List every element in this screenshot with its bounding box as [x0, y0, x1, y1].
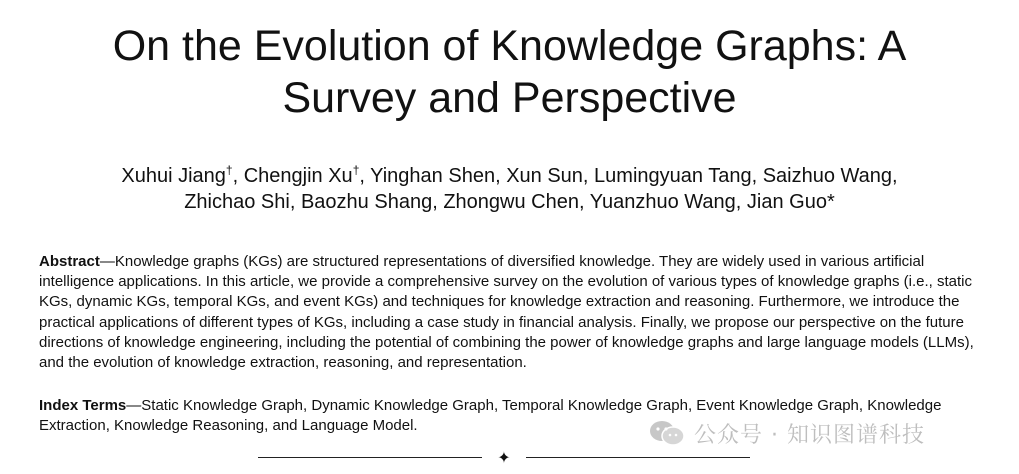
author-separator: , [232, 165, 244, 187]
author-separator: , [495, 165, 507, 187]
author-name: Lumingyuan Tang [594, 165, 752, 187]
author [506, 165, 594, 187]
author-separator: , [578, 191, 590, 213]
divider-line-left [258, 457, 482, 458]
author-affiliation-mark: † [352, 163, 360, 177]
author-separator: , [432, 191, 444, 213]
author-name: Xun Sun [506, 165, 583, 187]
paper-title-line-2: Survey and Perspective [282, 74, 737, 122]
author-name: Saizhuo Wang [762, 165, 893, 187]
author [590, 191, 747, 213]
author [443, 191, 589, 213]
author [244, 165, 370, 187]
author-separator: , [289, 191, 301, 213]
author-separator: , [582, 165, 595, 187]
author-name: Xuhui Jiang [121, 165, 226, 187]
abstract-dash: — [99, 253, 115, 270]
watermark-text: 公众号 · 知识图谱科技 [694, 422, 925, 448]
author-separator: , [735, 191, 747, 213]
author-separator: , [892, 165, 898, 187]
author-line-1 [0, 163, 1019, 189]
author-name: Yuanzhuo Wang [589, 191, 736, 213]
author [121, 165, 243, 187]
abstract-label: Abstract [39, 253, 100, 270]
paper-title-line-1: On the Evolution of Knowledge Graphs: A [112, 22, 907, 70]
author [370, 165, 506, 187]
index-terms-text: Static Knowledge Graph, Dynamic Knowledge Graph, Temporal Knowledge Graph, Event Knowledge Graph, Knowledge Extraction, Knowledge Reasoning, and Language Model. [39, 397, 942, 435]
section-divider [0, 448, 1019, 468]
author [301, 191, 443, 213]
wechat-logo-icon [648, 419, 686, 447]
author-line-2 [0, 189, 1019, 215]
author [594, 165, 763, 187]
author-name: Yinghan Shen [370, 165, 496, 187]
author-name: Zhongwu Chen [443, 191, 579, 213]
watermark [648, 417, 925, 449]
divider-line-right [526, 457, 750, 458]
author-name: Zhichao Shi [184, 191, 290, 213]
author-name: Chengjin Xu [243, 165, 353, 187]
author-affiliation-mark: † [225, 163, 233, 177]
abstract-text: Knowledge graphs (KGs) are structured representations of diversified knowledge. They are widely used in various artificial intelligence applications. In this article, we provide a comprehensive survey on the evolution of various types of knowledge graphs (i.e., static KGs, dynamic KGs, temporal KGs, and event KGs) and techniques for knowledge extraction and reasoning. Furthermore, we introduce the practical applications of different types of KGs, including a case study in financial analysis. Finally, we propose our perspective on the future directions of knowledge engineering, including the potential of combining the power of knowledge graphs and large language models (LLMs), and the evolution of knowledge extraction, reasoning, and representation. [39, 253, 974, 372]
author-name: Baozhu Shang [300, 191, 433, 213]
index-terms-dash: — [126, 397, 142, 414]
abstract [39, 252, 979, 373]
author [184, 191, 301, 213]
author [763, 165, 898, 187]
author-name: Jian Guo* [746, 191, 835, 213]
author-list [0, 163, 1019, 215]
paper-title [0, 20, 1019, 124]
index-terms-label: Index Terms [39, 397, 127, 414]
divider-star-icon: ✦ [497, 448, 511, 467]
author-separator: , [751, 165, 763, 187]
author [747, 191, 835, 213]
author-separator: , [359, 165, 371, 187]
